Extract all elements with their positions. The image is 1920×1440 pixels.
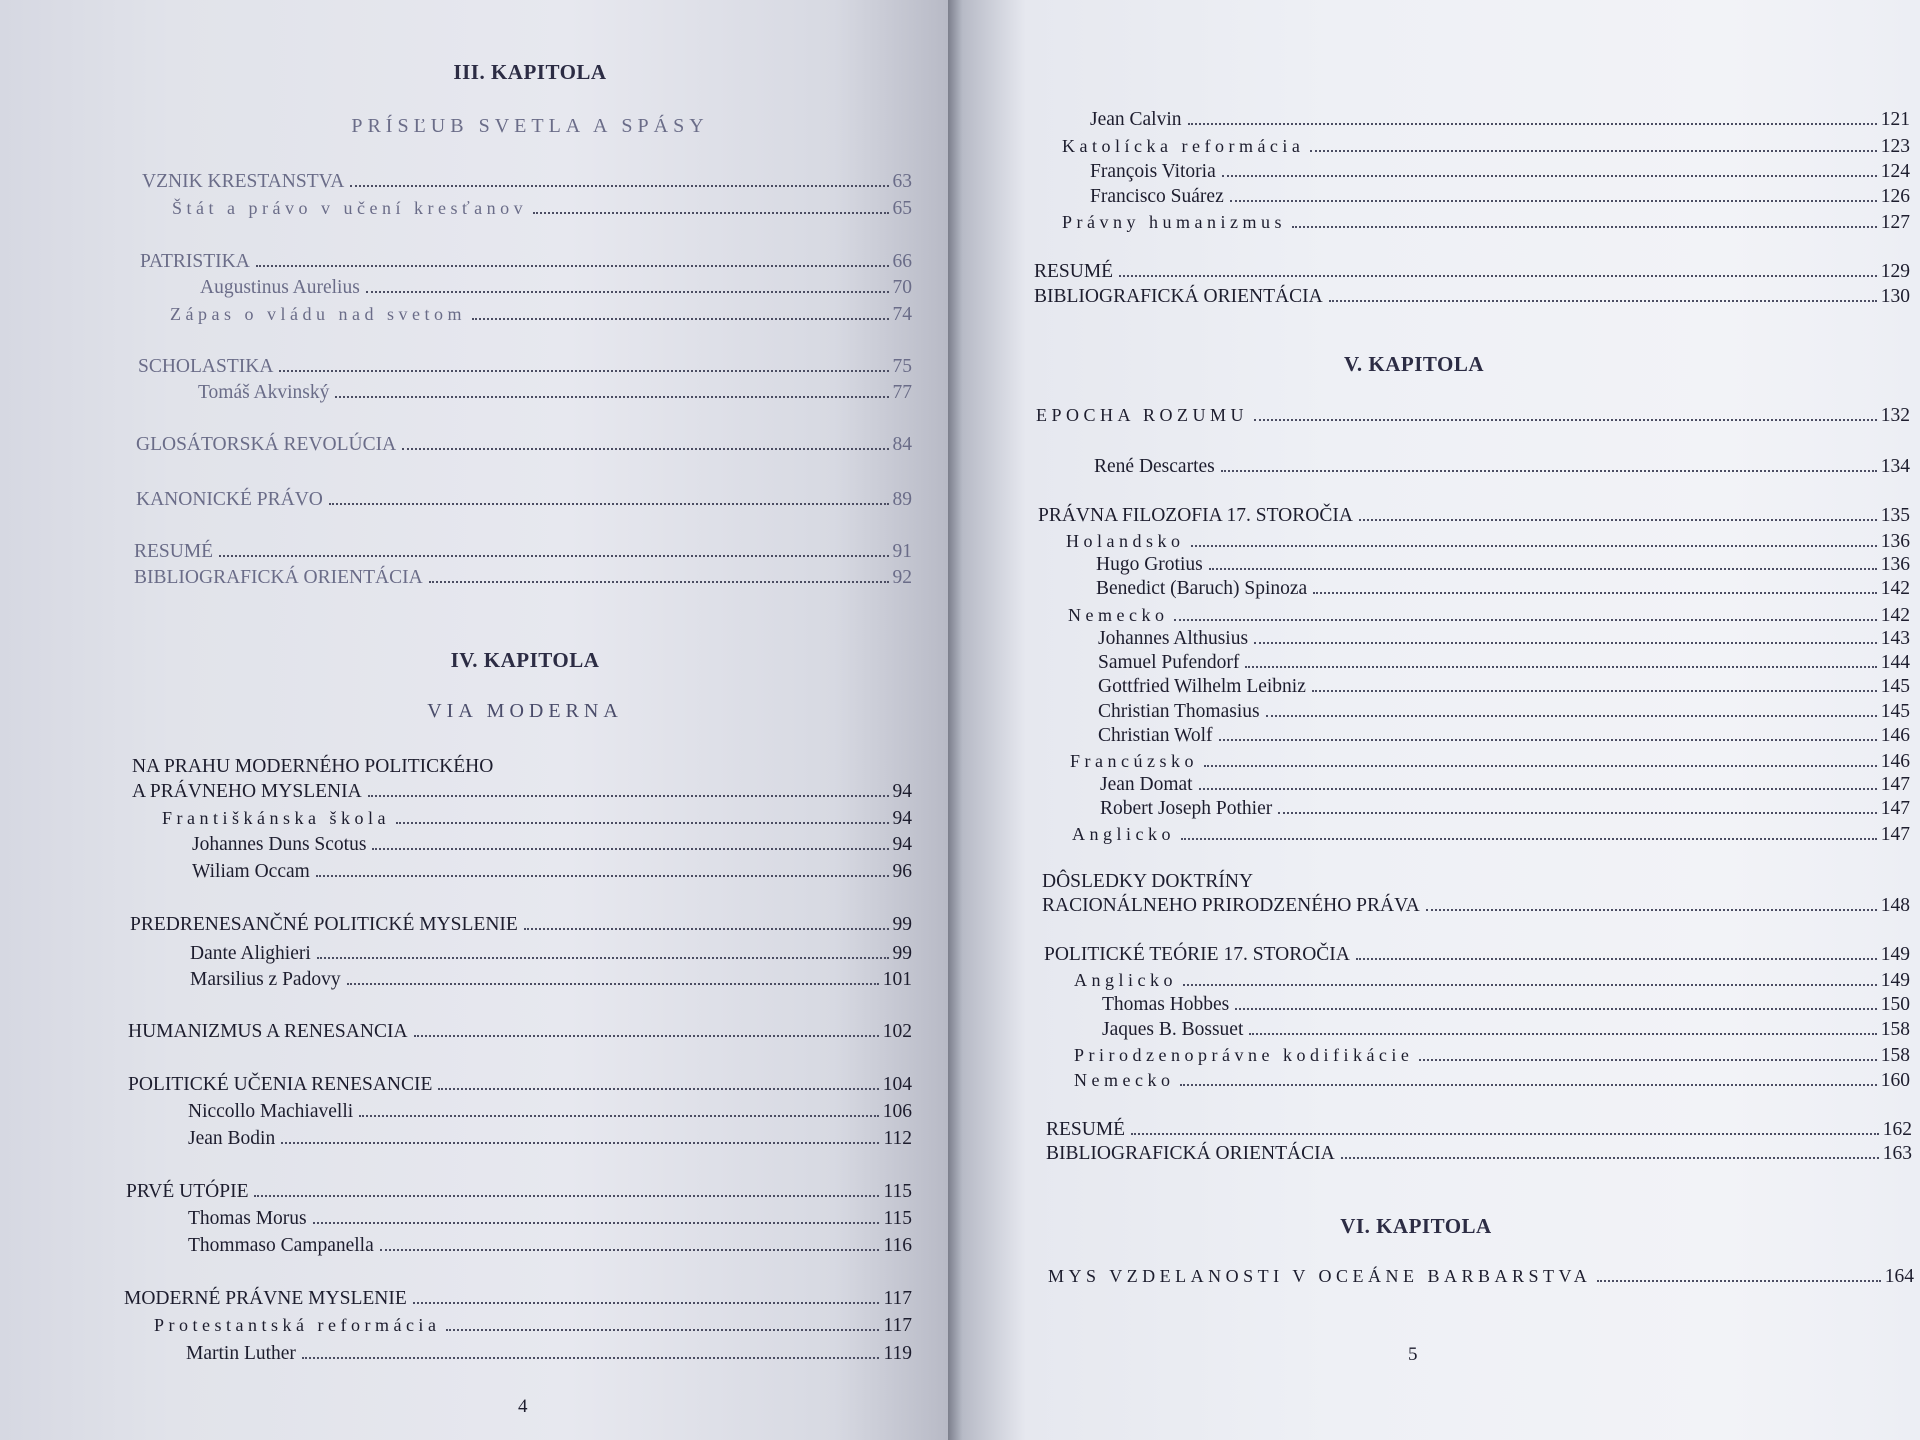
- toc-entry: Jean Bodin 112: [188, 1128, 912, 1149]
- toc-entry: EPOCHA ROZUMU 132: [1036, 405, 1910, 426]
- toc-entry: Augustinus Aurelius 70: [200, 277, 912, 298]
- chapter-heading: VI. KAPITOLA: [1340, 1214, 1492, 1238]
- toc-entry: Marsilius z Padovy 101: [190, 969, 912, 990]
- toc-entry: René Descartes 134: [1094, 456, 1910, 477]
- toc-entry: Holandsko 136: [1066, 531, 1910, 552]
- toc-entry-line: DÔSLEDKY DOKTRÍNY: [1042, 871, 1254, 892]
- toc-entry: Protestantská reformácia 117: [154, 1315, 912, 1336]
- toc-entry: Františkánska škola 94: [162, 808, 912, 829]
- toc-entry: HUMANIZMUS A RENESANCIA 102: [128, 1021, 912, 1042]
- toc-entry: Martin Luther 119: [186, 1343, 912, 1364]
- toc-entry: RESUMÉ 129: [1034, 261, 1910, 282]
- toc-entry: Katolícka reformácia 123: [1062, 136, 1910, 157]
- toc-entry: Anglicko 149: [1074, 970, 1910, 991]
- toc-entry: Zápas o vládu nad svetom 74: [170, 304, 912, 325]
- page-number: 5: [1408, 1344, 1418, 1365]
- chapter-heading: V. KAPITOLA: [1343, 352, 1485, 376]
- toc-entry: Štát a právo v učení kresťanov 65: [172, 198, 912, 219]
- toc-entry: BIBLIOGRAFICKÁ ORIENTÁCIA 92: [134, 567, 912, 588]
- toc-entry: Thomas Morus 115: [188, 1208, 912, 1229]
- toc-entry: MYS VZDELANOSTI V OCEÁNE BARBARSTVA 164: [1048, 1266, 1914, 1287]
- toc-entry: Thomas Hobbes 150: [1102, 994, 1910, 1015]
- toc-entry: PREDRENESANČNÉ POLITICKÉ MYSLENIE 99: [130, 914, 912, 935]
- toc-entry: Hugo Grotius 136: [1096, 554, 1910, 575]
- chapter-heading: III. KAPITOLA: [453, 60, 607, 84]
- toc-entry: POLITICKÉ UČENIA RENESANCIE 104: [128, 1074, 912, 1095]
- toc-entry: BIBLIOGRAFICKÁ ORIENTÁCIA 163: [1046, 1143, 1912, 1164]
- toc-entry: Jean Calvin 121: [1090, 109, 1910, 130]
- chapter-subtitle: VIA MODERNA: [427, 700, 623, 722]
- toc-entry: RESUMÉ 162: [1046, 1119, 1912, 1140]
- toc-entry: RESUMÉ 91: [134, 541, 912, 562]
- toc-entry: VZNIK KRESTANSTVA 63: [142, 171, 912, 192]
- toc-entry: Niccollo Machiavelli 106: [188, 1101, 912, 1122]
- toc-entry: BIBLIOGRAFICKÁ ORIENTÁCIA 130: [1034, 286, 1910, 307]
- toc-entry-line: NA PRAHU MODERNÉHO POLITICKÉHO: [132, 756, 494, 777]
- toc-entry: Tomáš Akvinský 77: [198, 382, 912, 403]
- toc-entry: A PRÁVNEHO MYSLENIA 94: [132, 781, 912, 802]
- toc-entry: Christian Thomasius 145: [1098, 701, 1910, 722]
- toc-entry: Thommaso Campanella 116: [188, 1235, 912, 1256]
- toc-entry: Gottfried Wilhelm Leibniz 145: [1098, 676, 1910, 697]
- toc-entry: Benedict (Baruch) Spinoza 142: [1096, 578, 1910, 599]
- chapter-subtitle: PRÍSĽUB SVETLA A SPÁSY: [351, 115, 709, 137]
- toc-entry: POLITICKÉ TEÓRIE 17. STOROČIA 149: [1044, 944, 1910, 965]
- toc-entry: PATRISTIKA 66: [140, 251, 912, 272]
- right-page: [948, 0, 1920, 1440]
- toc-entry: Nemecko 160: [1074, 1070, 1910, 1091]
- toc-entry: Johannes Althusius 143: [1098, 628, 1910, 649]
- toc-entry: Wiliam Occam 96: [192, 861, 912, 882]
- toc-entry: Christian Wolf 146: [1098, 725, 1910, 746]
- toc-entry: Robert Joseph Pothier 147: [1100, 798, 1910, 819]
- toc-entry: Johannes Duns Scotus 94: [192, 834, 912, 855]
- toc-entry: GLOSÁTORSKÁ REVOLÚCIA 84: [136, 434, 912, 455]
- toc-entry: MODERNÉ PRÁVNE MYSLENIE 117: [124, 1288, 912, 1309]
- toc-entry: PRÁVNA FILOZOFIA 17. STOROČIA 135: [1038, 505, 1910, 526]
- toc-entry: SCHOLASTIKA 75: [138, 356, 912, 377]
- toc-entry: Francúzsko 146: [1070, 751, 1910, 772]
- toc-entry: Jaques B. Bossuet 158: [1102, 1019, 1910, 1040]
- toc-entry: Samuel Pufendorf 144: [1098, 652, 1910, 673]
- toc-entry: Právny humanizmus 127: [1062, 212, 1910, 233]
- toc-entry: Francisco Suárez 126: [1090, 186, 1910, 207]
- toc-entry: Jean Domat 147: [1100, 774, 1910, 795]
- page-number: 4: [518, 1396, 528, 1417]
- toc-entry: Prirodzenoprávne kodifikácie 158: [1074, 1045, 1910, 1066]
- toc-entry: PRVÉ UTÓPIE 115: [126, 1181, 912, 1202]
- chapter-heading: IV. KAPITOLA: [450, 648, 600, 672]
- toc-entry: Anglicko 147: [1072, 824, 1910, 845]
- toc-entry: Dante Alighieri 99: [190, 943, 912, 964]
- toc-entry: François Vitoria 124: [1090, 161, 1910, 182]
- left-page: [0, 0, 948, 1440]
- toc-entry: RACIONÁLNEHO PRIRODZENÉHO PRÁVA 148: [1042, 895, 1910, 916]
- toc-entry: KANONICKÉ PRÁVO 89: [136, 489, 912, 510]
- toc-entry: Nemecko 142: [1068, 605, 1910, 626]
